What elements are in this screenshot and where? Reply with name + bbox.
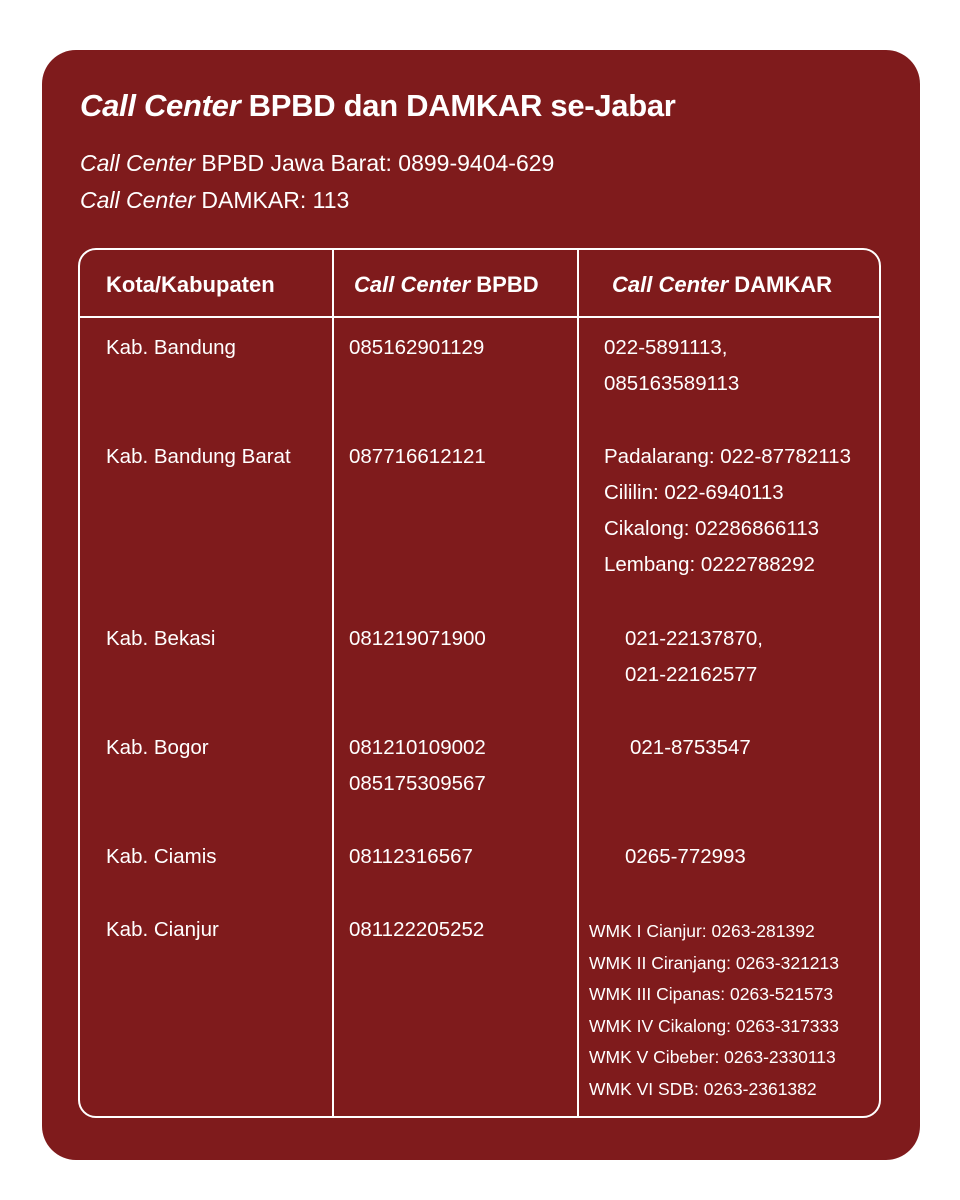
damkar-number: 021-22137870, xyxy=(625,627,763,650)
damkar-number: WMK IV Cikalong: 0263-317333 xyxy=(589,1015,839,1036)
header-bpbd xyxy=(354,272,539,298)
damkar-number: 021-22162577 xyxy=(625,663,758,686)
damkar-number: WMK V Cibeber: 0263-2330113 xyxy=(589,1047,836,1067)
column-divider xyxy=(332,250,334,1116)
damkar-number: Cikalong: 02286866113 xyxy=(604,517,820,540)
bpbd-number: 081210109002 xyxy=(349,736,486,759)
damkar-number: Padalarang: 022-87782113 xyxy=(604,445,851,468)
damkar-number: WMK VI SDB: 0263-2361382 xyxy=(589,1078,817,1099)
column-divider xyxy=(577,250,579,1116)
damkar-number: WMK I Cianjur: 0263-281392 xyxy=(589,921,815,941)
header-damkar-italic: Call Center xyxy=(612,272,729,297)
bpbd-number: 081122205252 xyxy=(349,918,485,941)
call-center-table xyxy=(78,248,881,1118)
damkar-number: Cililin: 022-6940113 xyxy=(604,481,784,504)
damkar-number: 085163589113 xyxy=(604,372,740,395)
header-damkar xyxy=(612,272,832,298)
cell-kota: Kab. Bandung xyxy=(106,336,236,359)
cell-kota: Kab. Cianjur xyxy=(106,918,219,941)
cell-damkar xyxy=(625,621,763,693)
bpbd-number: 087716612121 xyxy=(349,445,486,468)
page-title-rest: BPBD dan DAMKAR se-Jabar xyxy=(240,88,676,123)
damkar-number: 021-8753547 xyxy=(630,736,751,759)
cell-bpbd xyxy=(349,330,484,366)
damkar-hotline-italic: Call Center xyxy=(80,187,196,213)
cell-bpbd xyxy=(349,839,473,875)
damkar-number: 0265-772993 xyxy=(625,845,746,868)
cell-damkar xyxy=(630,730,751,766)
cell-damkar xyxy=(604,330,739,402)
cell-bpbd xyxy=(349,912,484,948)
cell-bpbd xyxy=(349,439,486,475)
bpbd-jabar-hotline xyxy=(80,150,554,177)
header-bpbd-italic: Call Center xyxy=(354,272,471,297)
bpbd-number: 081219071900 xyxy=(349,627,486,650)
bpbd-jabar-hotline-text: BPBD Jawa Barat: 0899-9404-629 xyxy=(195,150,555,176)
cell-bpbd xyxy=(349,621,486,657)
header-bpbd-rest: BPBD xyxy=(470,272,539,297)
damkar-number: WMK III Cipanas: 0263-521573 xyxy=(589,984,834,1004)
cell-kota: Kab. Bekasi xyxy=(106,627,216,650)
cell-kota: Kab. Ciamis xyxy=(106,845,217,868)
cell-kota: Kab. Bogor xyxy=(106,736,209,759)
damkar-hotline xyxy=(80,187,349,214)
bpbd-number: 085162901129 xyxy=(349,336,485,359)
header-kota: Kota/Kabupaten xyxy=(106,272,275,297)
call-center-card xyxy=(42,50,920,1160)
cell-damkar xyxy=(625,839,746,875)
damkar-number: Lembang: 0222788292 xyxy=(604,553,815,576)
cell-damkar xyxy=(589,916,839,1105)
damkar-number: WMK II Ciranjang: 0263-321213 xyxy=(589,952,839,973)
damkar-number: 022-5891113, xyxy=(604,336,728,359)
page-title xyxy=(80,88,676,124)
bpbd-number: 08112316567 xyxy=(349,845,473,868)
bpbd-number: 085175309567 xyxy=(349,772,486,795)
cell-bpbd xyxy=(349,730,486,802)
header-damkar-rest: DAMKAR xyxy=(728,272,833,297)
page-title-italic: Call Center xyxy=(80,88,241,123)
bpbd-jabar-hotline-italic: Call Center xyxy=(80,150,196,176)
damkar-hotline-text: DAMKAR: 113 xyxy=(195,187,350,213)
cell-damkar xyxy=(604,439,851,583)
header-divider xyxy=(80,316,879,318)
cell-kota: Kab. Bandung Barat xyxy=(106,445,291,468)
